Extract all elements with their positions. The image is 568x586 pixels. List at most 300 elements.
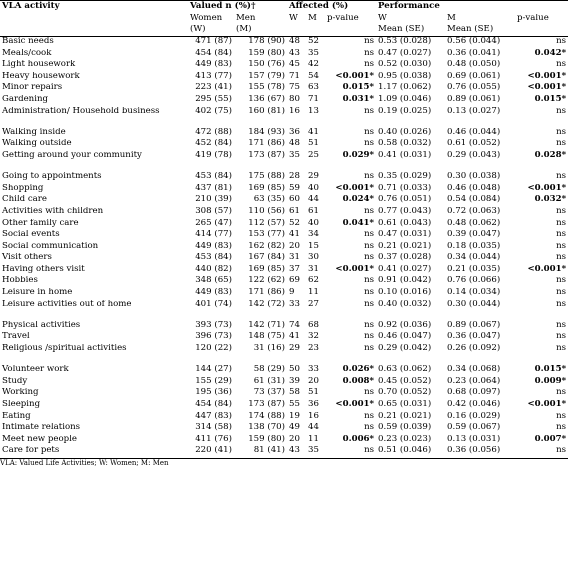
valued-women-cell: 144 (27) — [195, 365, 232, 375]
performance-women-cell: 1.09 (0.046) — [378, 94, 432, 104]
header-mean-se-w: Mean (SE) — [376, 25, 445, 37]
valued-women-cell: 453 (84) — [195, 172, 232, 182]
activity-cell: Intimate relations — [2, 423, 81, 433]
performance-pvalue-cell: ns — [556, 230, 567, 240]
performance-women-cell: 1.17 (0.062) — [378, 83, 432, 93]
activity-cell: Visit others — [2, 253, 52, 263]
activity-cell: Sleeping — [2, 400, 41, 409]
table-row — [0, 276, 568, 288]
performance-men-cell: 0.36 (0.047) — [447, 332, 501, 342]
performance-men-cell: 0.42 (0.046) — [447, 400, 501, 409]
performance-women-cell: 0.41 (0.031) — [378, 150, 432, 160]
table-row — [0, 412, 568, 424]
valued-women-cell: 411 (76) — [195, 434, 232, 444]
performance-men-cell: 0.36 (0.041) — [447, 48, 501, 58]
affected-pvalue-cell: 0.031* — [342, 94, 375, 104]
activity-cell: Study — [2, 376, 28, 386]
affected-women-cell: 20 — [289, 434, 300, 444]
activity-cell: Other family care — [2, 218, 79, 228]
table-row — [0, 128, 568, 140]
activity-cell: Minor repairs — [2, 83, 63, 93]
performance-men-cell: 0.29 (0.043) — [447, 150, 501, 160]
valued-men-cell: 173 (87) — [248, 150, 285, 160]
affected-pvalue-cell: ns — [364, 320, 375, 330]
affected-men-cell: 42 — [308, 60, 319, 70]
performance-pvalue-cell: 0.028* — [534, 150, 567, 160]
affected-women-cell: 74 — [289, 320, 300, 330]
affected-pvalue-cell: 0.041* — [342, 218, 375, 228]
affected-men-cell: 29 — [308, 172, 319, 182]
performance-men-cell: 0.56 (0.044) — [447, 36, 501, 46]
valued-men-cell: 110 (56) — [248, 206, 285, 216]
performance-women-cell: 0.37 (0.028) — [378, 253, 432, 263]
valued-women-cell: 437 (81) — [195, 183, 232, 193]
performance-men-cell: 0.39 (0.047) — [447, 230, 501, 240]
affected-pvalue-cell: ns — [364, 288, 375, 298]
table-row — [0, 230, 568, 242]
table-row — [0, 37, 568, 49]
table-row — [0, 253, 568, 265]
activity-cell: Walking inside — [2, 127, 66, 137]
affected-pvalue-cell: 0.024* — [342, 195, 375, 205]
activity-cell: Eating — [2, 411, 31, 421]
valued-men-cell: 136 (67) — [248, 94, 285, 104]
affected-men-cell: 35 — [308, 48, 319, 58]
affected-pvalue-cell: <0.001* — [335, 71, 375, 81]
valued-women-cell: 449 (83) — [195, 241, 232, 251]
valued-women-cell: 401 (74) — [195, 299, 232, 309]
affected-women-cell: 41 — [289, 332, 300, 342]
affected-women-cell: 19 — [289, 411, 300, 421]
performance-men-cell: 0.54 (0.084) — [447, 195, 501, 205]
performance-pvalue-cell: ns — [515, 446, 568, 458]
activity-cell: Travel — [2, 332, 30, 342]
valued-women-cell: 210 (39) — [195, 195, 232, 205]
table-row — [0, 388, 568, 400]
header-affected-m: M — [308, 14, 317, 23]
valued-women-cell: 265 (47) — [195, 218, 232, 228]
header-perf-w: W — [378, 14, 387, 23]
affected-pvalue-cell: <0.001* — [335, 264, 375, 274]
affected-pvalue-cell: ns — [364, 36, 375, 46]
performance-women-cell: 0.21 (0.021) — [378, 241, 432, 251]
activity-cell: Social communication — [2, 241, 99, 251]
valued-men-cell: 112 (57) — [248, 218, 285, 228]
performance-women-cell: 0.47 (0.027) — [378, 48, 432, 58]
activity-cell: Basic needs — [2, 36, 54, 46]
valued-women-cell: 348 (65) — [195, 276, 232, 286]
performance-pvalue-cell: 0.007* — [534, 434, 567, 444]
performance-women-cell: 0.21 (0.021) — [378, 411, 432, 421]
table-row — [0, 95, 568, 107]
performance-men-cell: 0.13 (0.027) — [447, 106, 501, 116]
affected-women-cell: 20 — [289, 241, 300, 251]
performance-men-cell: 0.46 (0.048) — [447, 183, 501, 193]
affected-men-cell: 52 — [308, 36, 319, 46]
valued-men-cell: 175 (88) — [248, 172, 285, 182]
valued-men-cell: 81 (41) — [234, 446, 287, 458]
table-row — [0, 139, 568, 151]
affected-pvalue-cell: ns — [364, 139, 375, 149]
performance-men-cell: 0.72 (0.063) — [447, 206, 501, 216]
performance-pvalue-cell: 0.015* — [534, 94, 567, 104]
valued-women-cell: 308 (57) — [195, 206, 232, 216]
performance-pvalue-cell: 0.032* — [534, 195, 567, 205]
performance-men-cell: 0.48 (0.062) — [447, 218, 501, 228]
valued-women-cell: 314 (58) — [195, 423, 232, 433]
affected-pvalue-cell: ns — [364, 48, 375, 58]
activity-cell: Activities with children — [2, 206, 104, 216]
affected-women-cell: 36 — [289, 127, 300, 137]
valued-women-cell: 295 (55) — [195, 94, 232, 104]
header-women-code: (W) — [188, 25, 234, 37]
valued-women-cell: 472 (88) — [195, 127, 232, 137]
affected-women-cell: 75 — [289, 83, 300, 93]
performance-pvalue-cell: ns — [556, 332, 567, 342]
table-row — [0, 172, 568, 184]
table-row — [0, 72, 568, 84]
performance-men-cell: 0.46 (0.044) — [447, 127, 501, 137]
valued-women-cell: 453 (84) — [195, 253, 232, 263]
performance-men-cell: 0.36 (0.056) — [445, 446, 515, 458]
performance-pvalue-cell: ns — [556, 288, 567, 298]
valued-men-cell: 155 (78) — [248, 83, 285, 93]
table-row — [0, 332, 568, 344]
valued-men-cell: 157 (79) — [248, 71, 285, 81]
affected-men-cell: 32 — [308, 332, 319, 342]
header-men: Men — [236, 14, 256, 23]
activity-cell: Hobbies — [2, 276, 38, 286]
valued-women-cell: 447 (83) — [195, 411, 232, 421]
performance-pvalue-cell: ns — [556, 299, 567, 309]
table-row — [0, 400, 568, 412]
valued-women-cell: 454 (84) — [195, 48, 232, 58]
affected-women-cell: 48 — [289, 36, 300, 46]
affected-men-cell: 63 — [308, 83, 319, 93]
performance-women-cell: 0.45 (0.052) — [378, 376, 432, 386]
affected-women-cell: 16 — [289, 106, 300, 116]
header-performance: Performance — [376, 1, 568, 15]
affected-men-cell: 61 — [308, 206, 319, 216]
affected-women-cell: 60 — [289, 195, 300, 205]
performance-men-cell: 0.16 (0.029) — [447, 411, 501, 421]
affected-women-cell: 35 — [289, 150, 300, 160]
activity-cell: Gardening — [2, 94, 49, 104]
valued-men-cell: 159 (80) — [248, 434, 285, 444]
valued-men-cell: 184 (93) — [248, 127, 285, 137]
performance-men-cell: 0.30 (0.038) — [447, 172, 501, 182]
affected-men-cell: 27 — [308, 299, 319, 309]
performance-women-cell: 0.41 (0.027) — [378, 264, 432, 274]
performance-women-cell: 0.71 (0.033) — [378, 183, 432, 193]
performance-pvalue-cell: ns — [556, 218, 567, 228]
performance-women-cell: 0.19 (0.025) — [378, 106, 432, 116]
performance-men-cell: 0.61 (0.052) — [447, 139, 501, 149]
performance-women-cell: 0.63 (0.062) — [378, 365, 432, 375]
performance-women-cell: 0.91 (0.042) — [378, 276, 432, 286]
affected-women-cell: 59 — [289, 183, 300, 193]
valued-women-cell: 223 (41) — [195, 83, 232, 93]
performance-women-cell: 0.40 (0.026) — [378, 127, 432, 137]
performance-women-cell: 0.51 (0.046) — [376, 446, 445, 458]
affected-pvalue-cell: ns — [364, 230, 375, 240]
header-perf-m: M — [447, 14, 456, 23]
affected-men-cell: 33 — [308, 365, 319, 375]
valued-men-cell: 142 (72) — [248, 299, 285, 309]
affected-women-cell: 31 — [289, 253, 300, 263]
affected-men-cell: 34 — [308, 230, 319, 240]
performance-women-cell: 0.92 (0.036) — [378, 320, 432, 330]
performance-women-cell: 0.40 (0.032) — [378, 299, 432, 309]
activity-cell: Heavy housework — [2, 71, 80, 81]
performance-women-cell: 0.35 (0.029) — [378, 172, 432, 182]
valued-women-cell: 195 (36) — [195, 388, 232, 398]
valued-men-cell: 148 (75) — [248, 332, 285, 342]
affected-men-cell: 36 — [308, 400, 319, 409]
performance-men-cell: 0.89 (0.067) — [447, 320, 501, 330]
affected-women-cell: 41 — [289, 230, 300, 240]
affected-pvalue-cell: 0.015* — [342, 83, 375, 93]
performance-men-cell: 0.34 (0.068) — [447, 365, 501, 375]
valued-women-cell: 471 (87) — [195, 36, 232, 46]
header-pvalue-2: p-value — [517, 14, 549, 23]
affected-men-cell: 51 — [308, 139, 319, 149]
valued-men-cell: 171 (86) — [248, 288, 285, 298]
activity-cell: Leisure in home — [2, 288, 73, 298]
performance-men-cell: 0.59 (0.067) — [447, 423, 501, 433]
table-row — [0, 377, 568, 389]
affected-women-cell: 28 — [289, 172, 300, 182]
performance-women-cell: 0.10 (0.016) — [378, 288, 432, 298]
table-row — [0, 365, 568, 377]
performance-men-cell: 0.21 (0.035) — [447, 264, 501, 274]
performance-men-cell: 0.13 (0.031) — [447, 434, 501, 444]
activity-cell: Religious /spiritual activities — [2, 344, 127, 354]
header-pvalue: p-value — [327, 14, 359, 23]
affected-pvalue-cell: 0.006* — [342, 434, 375, 444]
performance-pvalue-cell: 0.015* — [534, 365, 567, 375]
affected-women-cell: 9 — [289, 288, 295, 298]
valued-women-cell: 449 (83) — [195, 60, 232, 70]
affected-men-cell: 25 — [308, 150, 319, 160]
table-body — [0, 37, 568, 459]
table-row — [0, 107, 568, 128]
performance-pvalue-cell: ns — [556, 172, 567, 182]
activity-cell: Meals/cook — [2, 48, 52, 58]
activity-cell: Care for pets — [0, 446, 188, 458]
affected-pvalue-cell: ns — [364, 127, 375, 137]
valued-women-cell: 393 (73) — [195, 320, 232, 330]
affected-pvalue-cell: ns — [364, 388, 375, 398]
valued-women-cell: 155 (29) — [195, 376, 232, 386]
affected-pvalue-cell: ns — [364, 344, 375, 354]
table-row — [0, 435, 568, 447]
performance-men-cell: 0.34 (0.044) — [447, 253, 501, 263]
performance-pvalue-cell: <0.001* — [527, 183, 567, 193]
valued-men-cell: 31 (16) — [253, 344, 285, 354]
valued-men-cell: 138 (70) — [248, 423, 285, 433]
affected-pvalue-cell: <0.001* — [335, 400, 375, 409]
activity-cell: Leisure activities out of home — [2, 299, 132, 309]
performance-women-cell: 0.47 (0.031) — [378, 230, 432, 240]
table-row — [0, 60, 568, 72]
affected-men-cell: 13 — [308, 106, 319, 116]
header-affected: Affected (%) — [287, 1, 376, 15]
affected-women-cell: 29 — [289, 344, 300, 354]
performance-women-cell: 0.95 (0.038) — [378, 71, 432, 81]
performance-men-cell: 0.89 (0.061) — [447, 94, 501, 104]
valued-men-cell: 160 (81) — [248, 106, 285, 116]
activity-cell: Volunteer work — [2, 365, 69, 375]
affected-pvalue-cell: ns — [364, 299, 375, 309]
activity-cell: Meet new people — [2, 434, 77, 444]
valued-women-cell: 402 (75) — [195, 106, 232, 116]
table-row — [0, 195, 568, 207]
table-row — [0, 288, 568, 300]
valued-men-cell: 58 (29) — [253, 365, 285, 375]
performance-pvalue-cell: 0.009* — [534, 376, 567, 386]
performance-pvalue-cell: ns — [556, 411, 567, 421]
performance-pvalue-cell: ns — [556, 253, 567, 263]
affected-women-cell: 39 — [289, 376, 300, 386]
affected-women-cell: 71 — [289, 71, 300, 81]
activity-cell: Social events — [2, 230, 60, 240]
performance-men-cell: 0.30 (0.044) — [447, 299, 501, 309]
affected-pvalue-cell: ns — [325, 446, 376, 458]
table-row — [0, 184, 568, 196]
performance-women-cell: 0.70 (0.052) — [378, 388, 432, 398]
valued-men-cell: 159 (80) — [248, 48, 285, 58]
performance-men-cell: 0.76 (0.066) — [447, 276, 501, 286]
valued-men-cell: 171 (86) — [248, 139, 285, 149]
performance-pvalue-cell: ns — [556, 206, 567, 216]
activity-cell: Having others visit — [2, 264, 85, 274]
header-men-code: (M) — [234, 25, 287, 37]
performance-pvalue-cell: ns — [556, 60, 567, 70]
performance-women-cell: 0.53 (0.028) — [378, 36, 432, 46]
affected-pvalue-cell: <0.001* — [335, 183, 375, 193]
activity-cell: Administration/ Household business — [2, 106, 160, 116]
table-row — [0, 151, 568, 172]
performance-pvalue-cell: ns — [556, 241, 567, 251]
table-row — [0, 207, 568, 219]
table-row — [0, 300, 568, 321]
valued-women-cell: 220 (41) — [188, 446, 234, 458]
affected-women-cell: 80 — [289, 94, 300, 104]
valued-women-cell: 396 (73) — [195, 332, 232, 342]
affected-pvalue-cell: ns — [364, 172, 375, 182]
performance-men-cell: 0.76 (0.055) — [447, 83, 501, 93]
header-affected-w: W — [289, 14, 298, 23]
footnote: VLA: Valued Life Activities; W: Women; M: Men — [0, 458, 169, 467]
performance-men-cell: 0.14 (0.034) — [447, 288, 501, 298]
performance-pvalue-cell: ns — [556, 139, 567, 149]
affected-men-cell: 41 — [308, 127, 319, 137]
affected-men-cell: 62 — [308, 276, 319, 286]
affected-women-cell: 69 — [289, 276, 300, 286]
affected-pvalue-cell: ns — [364, 276, 375, 286]
table-row — [0, 219, 568, 231]
affected-pvalue-cell: ns — [364, 423, 375, 433]
performance-pvalue-cell: 0.042* — [534, 48, 567, 58]
affected-men-cell: 40 — [308, 183, 319, 193]
affected-women-cell: 33 — [289, 299, 300, 309]
valued-men-cell: 169 (85) — [248, 183, 285, 193]
header-row-1 — [0, 1, 568, 15]
affected-pvalue-cell: ns — [364, 241, 375, 251]
activity-cell: Light housework — [2, 60, 76, 70]
performance-pvalue-cell: ns — [556, 388, 567, 398]
performance-men-cell: 0.48 (0.050) — [447, 60, 501, 70]
affected-pvalue-cell: ns — [364, 332, 375, 342]
affected-men-cell: 31 — [308, 264, 319, 274]
affected-men-cell: 11 — [308, 288, 319, 298]
activity-cell: Getting around your community — [2, 150, 142, 160]
affected-women-cell: 43 — [287, 446, 306, 458]
affected-pvalue-cell: ns — [364, 106, 375, 116]
affected-men-cell: 35 — [306, 446, 325, 458]
valued-men-cell: 150 (76) — [248, 60, 285, 70]
header-vla-activity: VLA activity — [0, 1, 188, 15]
affected-pvalue-cell: 0.008* — [342, 376, 375, 386]
header-women: Women — [190, 14, 223, 23]
activity-cell: Going to appointments — [2, 172, 102, 182]
performance-men-cell: 0.18 (0.035) — [447, 241, 501, 251]
affected-men-cell: 11 — [308, 434, 319, 444]
performance-pvalue-cell: <0.001* — [527, 400, 567, 409]
valued-women-cell: 414 (77) — [195, 230, 232, 240]
performance-pvalue-cell: <0.001* — [527, 264, 567, 274]
performance-women-cell: 0.59 (0.039) — [378, 423, 432, 433]
affected-women-cell: 49 — [289, 423, 300, 433]
affected-pvalue-cell: ns — [364, 60, 375, 70]
activity-cell: Physical activities — [2, 320, 81, 330]
table-row — [0, 446, 568, 458]
affected-men-cell: 44 — [308, 423, 319, 433]
valued-women-cell: 413 (77) — [195, 71, 232, 81]
performance-women-cell: 0.29 (0.042) — [378, 344, 432, 354]
table-row — [0, 423, 568, 435]
valued-men-cell: 173 (87) — [248, 400, 285, 409]
affected-pvalue-cell: 0.026* — [342, 365, 375, 375]
affected-men-cell: 44 — [308, 195, 319, 205]
performance-women-cell: 0.76 (0.051) — [378, 195, 432, 205]
affected-pvalue-cell: ns — [364, 206, 375, 216]
table-row — [0, 49, 568, 61]
valued-men-cell: 174 (88) — [248, 411, 285, 421]
valued-women-cell: 454 (84) — [195, 400, 232, 409]
table-row — [0, 265, 568, 277]
header-row-2 — [0, 14, 568, 25]
valued-men-cell: 153 (77) — [248, 230, 285, 240]
affected-women-cell: 61 — [289, 206, 300, 216]
performance-men-cell: 0.26 (0.092) — [447, 344, 501, 354]
valued-women-cell: 449 (83) — [195, 288, 232, 298]
table-row — [0, 242, 568, 254]
valued-men-cell: 122 (62) — [248, 276, 285, 286]
performance-women-cell: 0.52 (0.030) — [378, 60, 432, 70]
affected-pvalue-cell: ns — [364, 411, 375, 421]
affected-women-cell: 45 — [289, 60, 300, 70]
affected-men-cell: 40 — [308, 218, 319, 228]
valued-men-cell: 167 (84) — [248, 253, 285, 263]
affected-men-cell: 51 — [308, 388, 319, 398]
activity-cell: Shopping — [2, 183, 44, 193]
performance-pvalue-cell: <0.001* — [527, 71, 567, 81]
valued-women-cell: 452 (84) — [195, 139, 232, 149]
performance-women-cell: 0.61 (0.043) — [378, 218, 432, 228]
performance-pvalue-cell: ns — [556, 36, 567, 46]
